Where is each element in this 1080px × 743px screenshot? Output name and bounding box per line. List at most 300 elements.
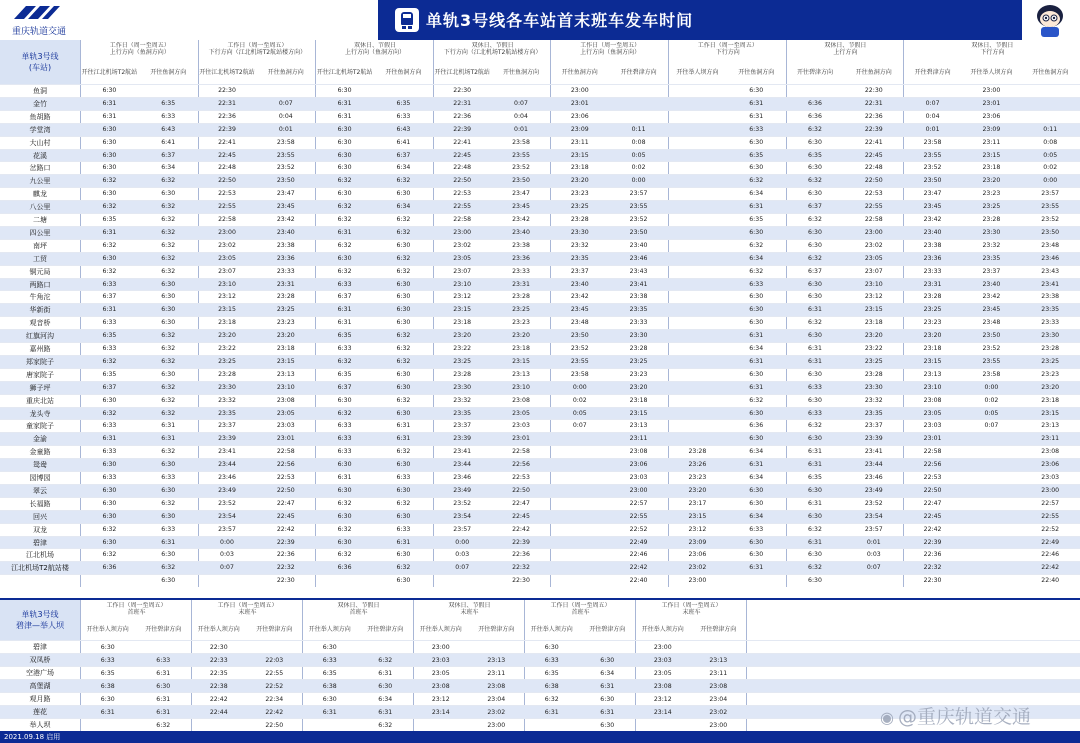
time-cell: 22:53 — [218, 190, 236, 198]
time-cell: 6:30 — [102, 125, 117, 133]
time-cell: 23:00 — [218, 228, 236, 236]
time-cell: 6:31 — [396, 538, 411, 546]
time-cell: 22:32 — [276, 564, 295, 572]
time-cell: 23:42 — [570, 293, 589, 301]
time-cell: 6:35 — [102, 370, 117, 378]
table-row — [0, 666, 1080, 680]
time-cell: 6:31 — [808, 499, 822, 507]
time-cell — [198, 575, 257, 588]
time-cell: 23:05 — [512, 409, 530, 417]
time-cell: 6:32 — [102, 267, 117, 275]
time-cell: 23:48 — [570, 319, 589, 327]
time-cell: 6:36 — [102, 564, 117, 572]
time-cell: 6:35 — [749, 151, 764, 159]
time-cell: 22:41 — [453, 138, 472, 146]
time-cell: 23:28 — [923, 293, 942, 301]
time-cell: 22:52 — [1041, 525, 1060, 533]
time-cell: 6:30 — [808, 551, 822, 559]
time-cell: 23:25 — [512, 306, 530, 314]
time-cell: 23:08 — [923, 396, 942, 404]
time-cell: 23:03 — [923, 422, 942, 430]
time-cell: 6:31 — [808, 448, 822, 456]
time-cell: 0:00 — [984, 383, 999, 391]
time-cell: 6:34 — [749, 512, 764, 520]
time-cell: 0:02 — [572, 396, 587, 404]
time-cell: 6:31 — [102, 435, 117, 443]
time-cell: 23:37 — [982, 267, 1001, 275]
time-cell: 6:33 — [156, 657, 171, 664]
time-cell: 23:17 — [688, 499, 707, 507]
time-cell: 23:41 — [1041, 280, 1060, 288]
time-cell: 6:31 — [156, 709, 171, 716]
time-cell: 22:45 — [218, 151, 236, 159]
time-cell: 6:37 — [808, 267, 822, 275]
table-row — [0, 679, 1080, 693]
time-cell: 6:35 — [102, 332, 117, 340]
time-cell: 23:45 — [982, 306, 1001, 314]
time-cell: 23:10 — [218, 280, 236, 288]
time-cell: 6:32 — [156, 722, 171, 729]
station-name: 园博园 — [29, 474, 51, 482]
time-cell: 23:28 — [982, 216, 1001, 223]
table-row — [0, 394, 1080, 408]
time-cell: 6:33 — [322, 657, 337, 664]
time-cell: 6:31 — [337, 474, 352, 481]
time-cell: 0:04 — [278, 112, 293, 120]
time-cell: 23:54 — [453, 512, 472, 520]
time-cell: 23:12 — [218, 293, 236, 301]
time-cell: 6:37 — [337, 293, 352, 301]
time-cell: 6:31 — [600, 683, 615, 690]
time-cell: 23:12 — [688, 525, 707, 533]
time-cell: 22:55 — [218, 203, 236, 211]
group-header-day: 工作日（周一至周五） — [661, 602, 722, 609]
time-cell: 6:31 — [102, 306, 117, 314]
time-cell: 0:00 — [220, 538, 234, 546]
table-row — [0, 548, 1080, 562]
time-cell: 23:28 — [218, 370, 236, 378]
time-cell: 22:36 — [864, 112, 883, 120]
time-cell: 6:32 — [161, 357, 176, 365]
time-cell: 23:00 — [864, 228, 883, 236]
time-cell: 6:33 — [100, 657, 115, 664]
time-cell: 6:31 — [808, 538, 822, 546]
time-cell: 6:30 — [322, 696, 337, 703]
time-cell: 23:32 — [218, 396, 236, 404]
time-cell: 0:08 — [1043, 138, 1058, 146]
brand-logo — [6, 3, 72, 37]
time-cell: 23:18 — [982, 164, 1001, 172]
cqrt-logo-icon — [12, 3, 62, 23]
section-title-line: 碧津—举人坝 — [16, 621, 64, 630]
table-row — [0, 497, 1080, 511]
header — [0, 0, 1080, 40]
time-cell: 6:32 — [749, 396, 764, 404]
time-cell: 0:00 — [572, 383, 587, 391]
time-cell: 23:41 — [629, 280, 648, 288]
column-header: 开往鱼洞方向 — [150, 69, 187, 76]
time-cell: 6:30 — [396, 461, 411, 469]
time-cell: 22:55 — [1041, 512, 1060, 520]
time-cell: 23:23 — [1041, 370, 1060, 378]
time-cell: 22:31 — [453, 99, 472, 107]
time-cell — [550, 575, 609, 588]
time-cell: 23:55 — [512, 151, 530, 159]
time-cell: 22:36 — [453, 112, 472, 120]
time-cell: 23:10 — [512, 383, 530, 391]
time-cell: 23:07 — [453, 267, 472, 275]
time-cell: 22:55 — [453, 203, 472, 211]
time-cell: 6:32 — [102, 177, 117, 185]
time-cell: 23:01 — [982, 99, 1001, 107]
group-header — [80, 42, 199, 62]
time-cell: 22:35 — [209, 670, 228, 677]
time-cell: 23:15 — [512, 357, 530, 365]
column-header: 开往举人坝方向 — [308, 626, 351, 633]
time-cell: 23:37 — [218, 422, 236, 430]
time-cell: 6:31 — [600, 709, 615, 716]
time-cell: 23:20 — [570, 177, 589, 185]
time-cell: 22:58 — [453, 216, 472, 223]
station-name: 四公里 — [29, 228, 51, 237]
time-cell: 23:30 — [982, 228, 1001, 236]
time-cell: 23:49 — [864, 486, 883, 494]
time-cell: 23:00 — [453, 228, 472, 236]
time-cell: 22:31 — [864, 99, 883, 107]
time-cell: 0:00 — [455, 538, 470, 546]
time-cell: 23:08 — [276, 396, 295, 404]
time-cell: 23:08 — [1041, 448, 1060, 456]
time-cell: 23:45 — [570, 306, 589, 314]
time-cell: 6:30 — [396, 383, 411, 391]
time-cell: 6:33 — [396, 474, 411, 481]
time-cell: 6:32 — [102, 409, 117, 417]
column-header: 开往碧津方向 — [914, 69, 951, 76]
time-cell: 22:42 — [1041, 564, 1060, 572]
time-cell: 23:12 — [453, 293, 472, 301]
table-row — [0, 381, 1080, 395]
time-cell: 6:31 — [337, 306, 352, 314]
time-cell: 0:07 — [514, 99, 528, 107]
time-cell: 22:30 — [276, 577, 295, 585]
time-cell: 6:41 — [396, 138, 411, 146]
time-cell: 6:32 — [378, 722, 393, 729]
time-cell: 23:55 — [982, 357, 1001, 365]
time-cell: 0:11 — [1043, 125, 1058, 133]
time-cell: 23:10 — [276, 383, 295, 391]
time-cell: 23:06 — [1041, 461, 1060, 469]
time-cell: 23:06 — [688, 551, 707, 559]
time-cell: 22:40 — [629, 577, 648, 585]
time-cell: 23:32 — [982, 241, 1001, 249]
time-cell: 23:45 — [512, 203, 530, 211]
table-row — [0, 368, 1080, 382]
time-cell: 6:32 — [161, 254, 176, 262]
time-cell: 6:32 — [378, 657, 393, 664]
time-cell: 22:50 — [453, 177, 472, 185]
time-cell: 6:33 — [337, 345, 352, 352]
table-row — [0, 561, 1080, 575]
time-cell: 23:22 — [218, 345, 236, 352]
group-header — [315, 42, 434, 62]
column-header: 开往碧津方向 — [700, 626, 737, 633]
time-cell: 23:25 — [570, 203, 589, 211]
time-cell: 23:28 — [688, 448, 707, 456]
time-cell: 6:30 — [808, 164, 822, 172]
time-cell: 23:46 — [218, 474, 236, 481]
time-cell: 6:30 — [337, 164, 352, 172]
time-cell — [844, 575, 903, 588]
station-name: 郑家院子 — [26, 357, 54, 366]
time-cell: 23:55 — [570, 357, 589, 365]
time-cell: 23:25 — [923, 306, 942, 314]
station-name: 狮子坪 — [29, 383, 51, 392]
time-cell: 23:13 — [923, 370, 942, 378]
time-cell: 6:30 — [808, 241, 822, 249]
time-cell: 6:31 — [102, 99, 117, 107]
group-header — [635, 602, 747, 620]
time-cell: 6:32 — [161, 332, 176, 340]
time-cell: 23:15 — [1041, 409, 1060, 417]
table-row — [0, 640, 1080, 654]
station-name: 南坪 — [33, 241, 47, 250]
time-cell: 6:30 — [808, 512, 822, 520]
group-header — [668, 42, 787, 62]
main-line-table — [0, 40, 1080, 598]
time-cell: 22:47 — [276, 499, 295, 507]
time-cell: 23:30 — [629, 332, 648, 340]
time-cell: 23:02 — [218, 241, 236, 249]
time-cell: 23:43 — [629, 267, 648, 275]
column-header: 开往江北机场T2航站 — [316, 69, 373, 76]
time-cell: 23:39 — [453, 435, 472, 443]
time-cell: 6:34 — [396, 164, 411, 172]
time-cell: 6:31 — [396, 435, 411, 443]
time-cell: 0:05 — [631, 151, 646, 159]
time-cell: 6:30 — [337, 512, 352, 520]
time-cell: 23:37 — [570, 267, 589, 275]
time-cell: 6:30 — [396, 293, 411, 301]
time-cell: 22:53 — [864, 190, 883, 198]
time-cell: 6:31 — [337, 99, 352, 107]
weibo-icon: ◉ — [880, 708, 894, 727]
time-cell: 23:52 — [570, 345, 589, 352]
group-header-day: 工作日（周一至周五） — [697, 42, 758, 49]
time-cell: 23:55 — [629, 203, 648, 211]
time-cell: 22:30 — [512, 577, 530, 585]
time-cell: 0:00 — [631, 177, 646, 185]
time-cell: 22:49 — [1041, 538, 1060, 546]
time-cell: 6:31 — [544, 709, 559, 716]
time-cell: 22:42 — [209, 696, 228, 703]
time-cell: 23:58 — [570, 370, 589, 378]
time-cell: 6:30 — [102, 164, 117, 172]
time-cell: 6:31 — [749, 564, 764, 572]
time-cell: 0:07 — [220, 564, 234, 572]
time-cell: 0:07 — [278, 99, 293, 107]
time-cell: 6:30 — [749, 409, 764, 417]
time-cell: 23:23 — [276, 319, 295, 327]
time-cell: 23:28 — [453, 370, 472, 378]
time-cell: 22:45 — [864, 151, 883, 159]
page-title: 单轨3号线各车站首末班车发车时间 — [426, 11, 694, 30]
time-cell — [433, 575, 492, 588]
time-cell: 22:46 — [1041, 551, 1060, 559]
time-cell: 23:25 — [864, 357, 883, 365]
time-cell: 6:30 — [102, 512, 117, 520]
time-cell: 23:00 — [570, 87, 589, 94]
time-cell: 23:32 — [570, 241, 589, 249]
time-cell: 6:30 — [808, 280, 822, 288]
time-cell: 6:31 — [749, 332, 764, 340]
time-cell: 6:30 — [600, 657, 615, 664]
time-cell: 6:37 — [102, 293, 117, 301]
time-cell: 6:34 — [749, 345, 764, 352]
time-cell: 6:32 — [808, 216, 822, 223]
group-header — [550, 42, 669, 62]
station-name: 鱼洞 — [33, 87, 47, 95]
group-header-direction: 末班车 — [460, 609, 479, 616]
time-cell: 6:30 — [161, 486, 176, 494]
time-cell: 6:30 — [396, 512, 411, 520]
time-cell: 23:08 — [653, 683, 672, 690]
column-header: 开往碧津方向 — [478, 626, 515, 633]
table-row — [0, 200, 1080, 214]
time-cell: 23:05 — [923, 409, 942, 417]
time-cell: 23:00 — [982, 87, 1001, 94]
time-cell: 6:32 — [749, 267, 764, 275]
time-cell: 6:34 — [396, 203, 411, 211]
group-header — [191, 602, 303, 620]
time-cell: 6:31 — [808, 306, 822, 314]
time-cell: 22:50 — [923, 486, 942, 494]
time-cell: 6:35 — [337, 332, 352, 340]
time-cell: 22:39 — [923, 538, 942, 546]
time-cell: 23:18 — [864, 319, 883, 327]
time-cell: 23:09 — [982, 125, 1001, 133]
time-cell: 22:58 — [276, 448, 295, 456]
table-row — [0, 97, 1080, 111]
group-header — [302, 602, 414, 620]
time-cell: 6:41 — [161, 138, 176, 146]
time-cell: 23:12 — [653, 696, 672, 703]
time-cell: 6:31 — [749, 383, 764, 391]
time-cell: 6:30 — [102, 151, 117, 159]
station-name: 江北机场T2航站楼 — [11, 564, 69, 573]
time-cell: 0:07 — [572, 422, 587, 430]
time-cell: 6:30 — [102, 499, 117, 507]
group-header-direction: 下行方向 — [715, 49, 740, 56]
station-name: 碧津 — [33, 643, 47, 651]
group-header-direction: 末班车 — [238, 609, 257, 616]
time-cell: 23:33 — [629, 319, 648, 327]
time-cell: 6:30 — [337, 254, 352, 262]
time-cell: 23:37 — [453, 422, 472, 430]
time-cell: 22:53 — [453, 190, 472, 198]
time-cell: 23:40 — [982, 280, 1001, 288]
time-cell: 6:32 — [337, 216, 352, 223]
time-cell: 23:13 — [629, 422, 648, 430]
time-cell: 23:50 — [570, 332, 589, 340]
time-cell: 22:47 — [512, 499, 530, 507]
time-cell: 23:57 — [864, 525, 883, 533]
table-row — [0, 278, 1080, 292]
station-name: 观月路 — [29, 695, 51, 703]
station-name: 观音桥 — [29, 319, 51, 328]
table-row — [0, 523, 1080, 537]
table-row — [0, 574, 1080, 588]
time-cell: 23:00 — [688, 577, 707, 585]
footer — [0, 731, 1080, 743]
column-header: 开往鱼洞方向 — [855, 69, 892, 76]
time-cell: 6:30 — [337, 486, 352, 494]
time-cell: 6:30 — [161, 370, 176, 378]
table-row — [0, 471, 1080, 485]
time-cell: 23:28 — [864, 370, 883, 378]
table-row — [0, 265, 1080, 279]
station-name: 岔路口 — [29, 164, 51, 173]
station-name: 空港广场 — [26, 669, 54, 677]
time-cell: 6:32 — [161, 203, 176, 211]
time-cell: 22:39 — [864, 125, 883, 133]
time-cell: 22:50 — [218, 177, 236, 185]
time-cell: 22:36 — [276, 551, 295, 559]
time-cell: 23:18 — [276, 345, 295, 352]
time-cell: 22:55 — [629, 512, 648, 520]
time-cell: 23:06 — [570, 112, 589, 120]
time-cell: 6:30 — [102, 461, 117, 469]
group-header-day: 工作日（周一至周五） — [580, 42, 641, 49]
time-cell: 23:46 — [453, 474, 472, 481]
time-cell: 22:30 — [923, 577, 942, 585]
group-header-direction: 下行方向（江北机场T2航站楼方向） — [208, 49, 307, 56]
time-cell: 6:32 — [161, 409, 176, 417]
time-cell: 0:05 — [1043, 151, 1058, 159]
time-cell: 22:56 — [512, 461, 530, 469]
time-cell: 0:03 — [220, 551, 234, 559]
time-cell: 6:31 — [337, 228, 352, 236]
time-cell: 23:05 — [653, 670, 672, 677]
time-cell: 23:10 — [923, 383, 942, 391]
time-cell: 6:32 — [396, 357, 411, 365]
time-cell: 23:45 — [923, 203, 942, 211]
time-cell: 6:38 — [100, 683, 115, 690]
section-title-line: (车站) — [28, 63, 52, 72]
time-cell: 6:36 — [337, 564, 352, 572]
station-name: 双凤桥 — [29, 656, 51, 664]
table-row — [0, 84, 1080, 98]
time-cell: 6:37 — [396, 151, 411, 159]
time-cell: 23:18 — [453, 319, 472, 327]
time-cell: 22:52 — [265, 683, 284, 690]
time-cell: 6:30 — [156, 683, 171, 690]
time-cell: 6:30 — [396, 190, 411, 198]
time-cell: 22:46 — [629, 551, 648, 559]
time-cell: 6:32 — [396, 564, 411, 572]
time-cell: 6:32 — [808, 422, 822, 430]
time-cell: 6:35 — [808, 151, 822, 159]
time-cell: 6:30 — [378, 683, 393, 690]
time-cell: 23:08 — [431, 683, 450, 690]
table-row — [0, 239, 1080, 253]
time-cell: 23:28 — [512, 293, 530, 301]
time-cell: 6:36 — [749, 422, 764, 430]
time-cell: 6:30 — [749, 293, 764, 301]
time-cell: 6:34 — [749, 448, 764, 456]
time-cell: 23:49 — [218, 486, 236, 494]
time-cell: 23:18 — [923, 345, 942, 352]
time-cell: 6:30 — [161, 551, 176, 559]
